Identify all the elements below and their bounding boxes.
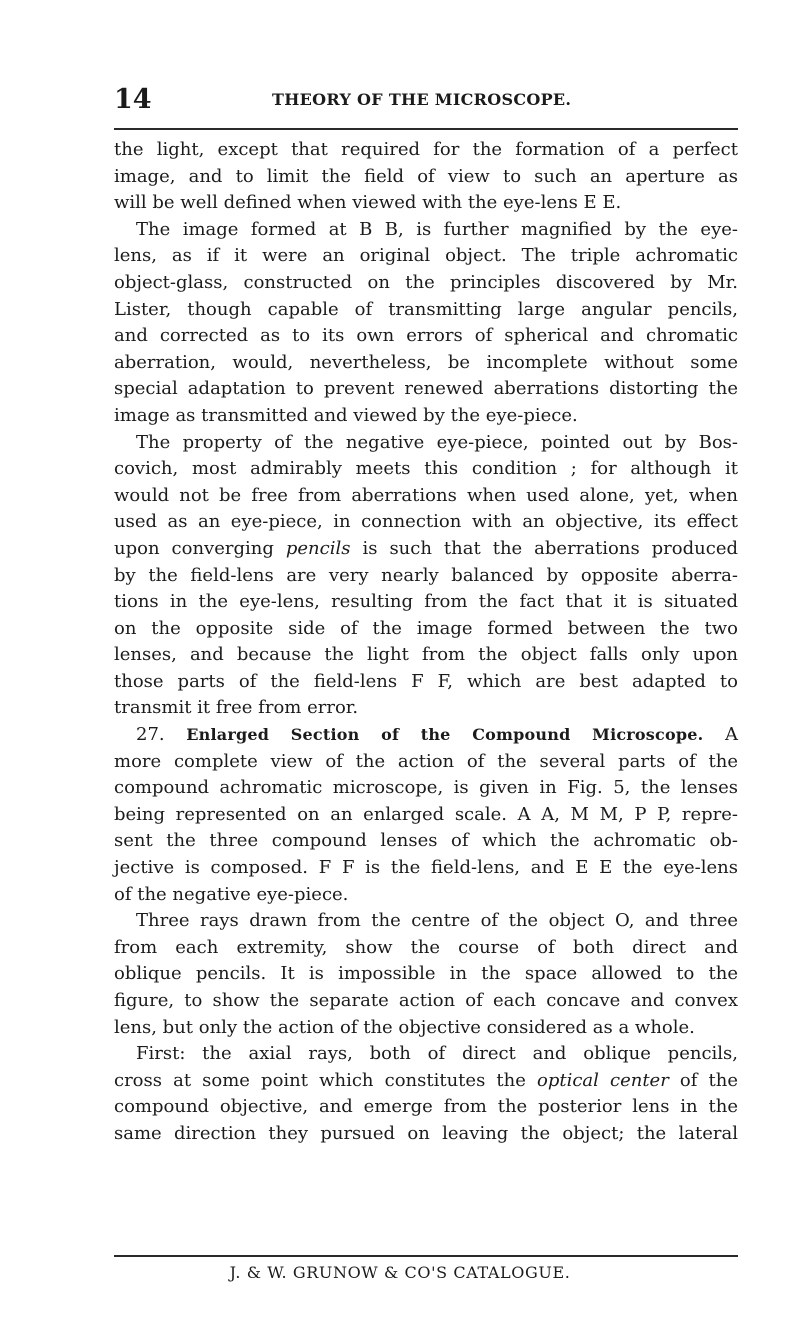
text-line: The image formed at B B, is further magnified by the eye- xyxy=(136,218,738,240)
text-line: lens, as if it were an original object. The triple achromatic xyxy=(114,245,738,267)
text-line: upon converging pencils is such that the aberrations produced xyxy=(114,537,738,559)
text-line: First: the axial rays, both of direct and oblique pencils, xyxy=(136,1043,738,1065)
text-line: of the negative eye-piece. xyxy=(114,883,349,905)
text-line: special adaptation to prevent renewed aberrations distorting the xyxy=(114,378,738,400)
text-line: lens, but only the action of the objective considered as a whole. xyxy=(114,1016,695,1038)
text-line: those parts of the field-lens F F, which are best adapted to xyxy=(114,670,738,692)
text-line: lenses, and because the light from the object falls only upon xyxy=(114,644,738,666)
text-line: compound achromatic microscope, is given in Fig. 5, the lenses xyxy=(114,777,738,799)
text-line: aberration, would, nevertheless, be incomplete without some xyxy=(114,351,738,373)
text-line: compound objective, and emerge from the posterior lens in the xyxy=(114,1096,738,1118)
footer-rule xyxy=(114,1255,738,1257)
text-line: same direction they pursued on leaving the object; the lateral xyxy=(114,1122,738,1144)
text-line: by the field-lens are very nearly balanced by opposite aberra- xyxy=(114,564,738,586)
text-line: Lister, though capable of transmitting large angular pencils, xyxy=(114,298,738,320)
text-line: The property of the negative eye-piece, pointed out by Bos- xyxy=(136,431,738,453)
text-line: 27. Enlarged Section of the Compound Microscope. A xyxy=(136,724,738,746)
text-line: being represented on an enlarged scale. A A, M M, P P, repre- xyxy=(114,803,738,825)
text-line: will be well defined when viewed with the eye-lens E E. xyxy=(114,192,622,214)
text-line: and corrected as to its own errors of spherical and chromatic xyxy=(114,325,738,347)
running-head: THEORY OF THE MICROSCOPE. xyxy=(272,90,572,109)
text-line: cross at some point which constitutes the optical center of the xyxy=(114,1069,738,1091)
text-line: oblique pencils. It is impossible in the space allowed to the xyxy=(114,963,738,985)
text-line: the light, except that required for the formation of a perfect xyxy=(114,139,738,160)
footer-catalogue-line: J. & W. GRUNOW & CO'S CATALOGUE. xyxy=(229,1263,571,1282)
text-line: jective is composed. F F is the field-lens, and E E the eye-lens xyxy=(114,857,738,879)
text-line: tions in the eye-lens, resulting from the fact that it is situated xyxy=(114,591,738,613)
text-line: used as an eye-piece, in connection with an objective, its effect xyxy=(114,511,738,533)
text-line: image, and to limit the field of view to such an aperture as xyxy=(114,165,738,187)
text-line: Three rays drawn from the centre of the object O, and three xyxy=(136,910,738,932)
text-line: figure, to show the separate action of each concave and convex xyxy=(114,990,738,1011)
text-line: covich, most admirably meets this condition ; for although it xyxy=(114,458,738,480)
text-line: would not be free from aberrations when used alone, yet, when xyxy=(114,484,738,506)
body-text xyxy=(114,137,738,1148)
header-rule xyxy=(114,128,738,130)
text-line: object-glass, constructed on the principles discovered by Mr. xyxy=(114,271,738,293)
text-line: sent the three compound lenses of which the achromatic ob- xyxy=(114,830,738,852)
text-line: more complete view of the action of the several parts of the xyxy=(114,750,738,772)
text-line: from each extremity, show the course of both direct and xyxy=(114,936,738,958)
page-number: 14 xyxy=(114,84,152,115)
text-line: transmit it free from error. xyxy=(114,697,359,719)
text-line: on the opposite side of the image formed between the two xyxy=(114,617,738,639)
text-line: image as transmitted and viewed by the eye-piece. xyxy=(114,404,578,426)
